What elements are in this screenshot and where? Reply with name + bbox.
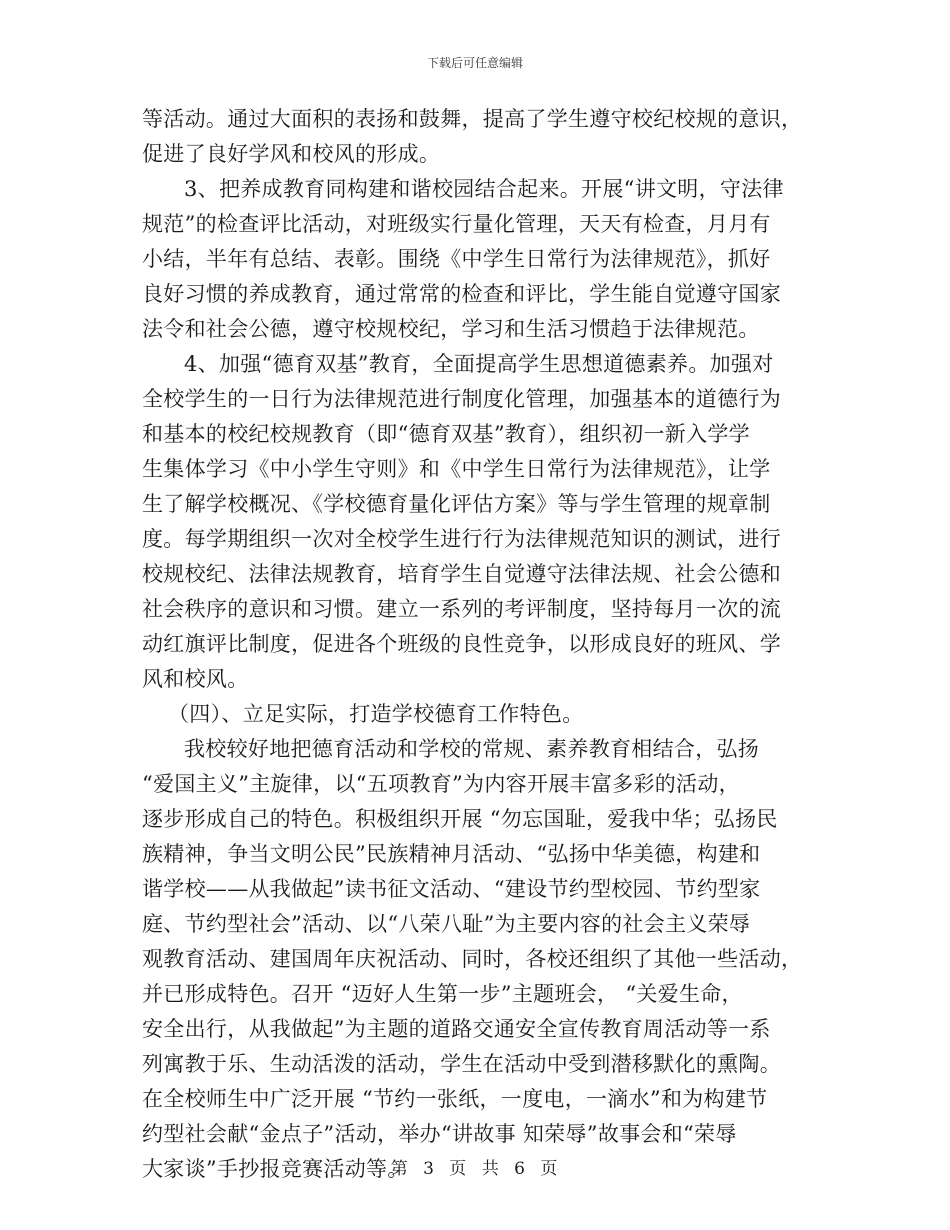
text-line: 生集体学习《中小学生守则》和《中学生日常行为法律规范》，让学: [142, 457, 771, 481]
text-line: 和基本的校纪校规教育（即“德育双基”教育），组织初一新入学学: [142, 422, 750, 446]
text-line: 促进了良好学风和校风的形成。: [142, 142, 441, 166]
text-line: 庭、节约型社会”活动、以“八荣八耻”为主要内容的社会主义荣辱: [142, 912, 751, 936]
document-body: [142, 102, 810, 1187]
text-line: 生了解学校概况、《学校德育量化评估方案》等与学生管理的规章制: [142, 492, 771, 516]
text-line: 在全校师生中广泛开展 “节约一张纸，一度电，一滴水”和为构建节: [142, 1087, 768, 1111]
page-footer: 第 3 页 共 6 页: [390, 1159, 560, 1179]
text-line: 约型社会献“金点子”活动，举办“讲故事 知荣辱”故事会和“荣辱: [142, 1122, 737, 1146]
text-line: 4、加强“德育双基”教育，全面提高学生思想道德素养。加强对: [184, 352, 774, 376]
text-line: 等活动。通过大面积的表扬和鼓舞，提高了学生遵守校纪校规的意识，: [142, 107, 803, 131]
text-line: 小结，半年有总结、表彰。围绕《中学生日常行为法律规范》，抓好: [142, 247, 771, 271]
text-line: 观教育活动、建国周年庆祝活动、同时，各校还组织了其他一些活动，: [142, 947, 803, 971]
text-line: （四）、立足实际，打造学校德育工作特色。: [168, 702, 584, 726]
text-line: 谐学校——从我做起”读书征文活动、“建设节约型校园、节约型家: [142, 877, 761, 901]
text-line: 风和校风。: [142, 667, 249, 691]
text-line: 社会秩序的意识和习惯。建立一系列的考评制度，坚持每月一次的流: [142, 597, 781, 621]
text-line: 良好习惯的养成教育，通过常常的检查和评比，学生能自觉遵守国家: [142, 282, 781, 306]
text-line: 度。每学期组织一次对全校学生进行行为法律规范知识的测试，进行: [142, 527, 781, 551]
text-line: 规范”的检查评比活动，对班级实行量化管理，天天有检查，月月有: [142, 212, 771, 236]
text-line: 族精神，争当文明公民”民族精神月活动、“弘扬中华美德，构建和: [142, 842, 761, 866]
text-line: 全校学生的一日行为法律规范进行制度化管理，加强基本的道德行为: [142, 387, 781, 411]
text-line: 列寓教于乐、生动活泼的活动，学生在活动中受到潜移默化的熏陶。: [142, 1052, 781, 1076]
text-line: 并已形成特色。召开 “迈好人生第一步”主题班会， “关爱生命，: [142, 982, 743, 1006]
text-line: 逐步形成自己的特色。积极组织开展 “勿忘国耻，爱我中华；弘扬民: [142, 807, 778, 831]
text-line: 我校较好地把德育活动和学校的常规、素养教育相结合，弘扬: [184, 737, 760, 761]
text-line: 大家谈”手抄报竞赛活动等。: [142, 1157, 409, 1181]
page-header: 下载后可任意编辑: [426, 56, 523, 70]
text-line: 法令和社会公德，遵守校规校纪，学习和生活习惯趋于法律规范。: [142, 317, 760, 341]
text-line: 3、把养成教育同构建和谐校园结合起来。开展“讲文明，守法律: [184, 177, 784, 201]
text-line: “爱国主义”主旋律，以“五项教育”为内容开展丰富多彩的活动，: [142, 772, 740, 796]
text-line: 动红旗评比制度，促进各个班级的良性竞争，以形成良好的班风、学: [142, 632, 781, 656]
text-line: 安全出行，从我做起”为主题的道路交通安全宣传教育周活动等一系: [142, 1017, 771, 1041]
text-line: 校规校纪、法律法规教育，培育学生自觉遵守法律法规、社会公德和: [142, 562, 781, 586]
